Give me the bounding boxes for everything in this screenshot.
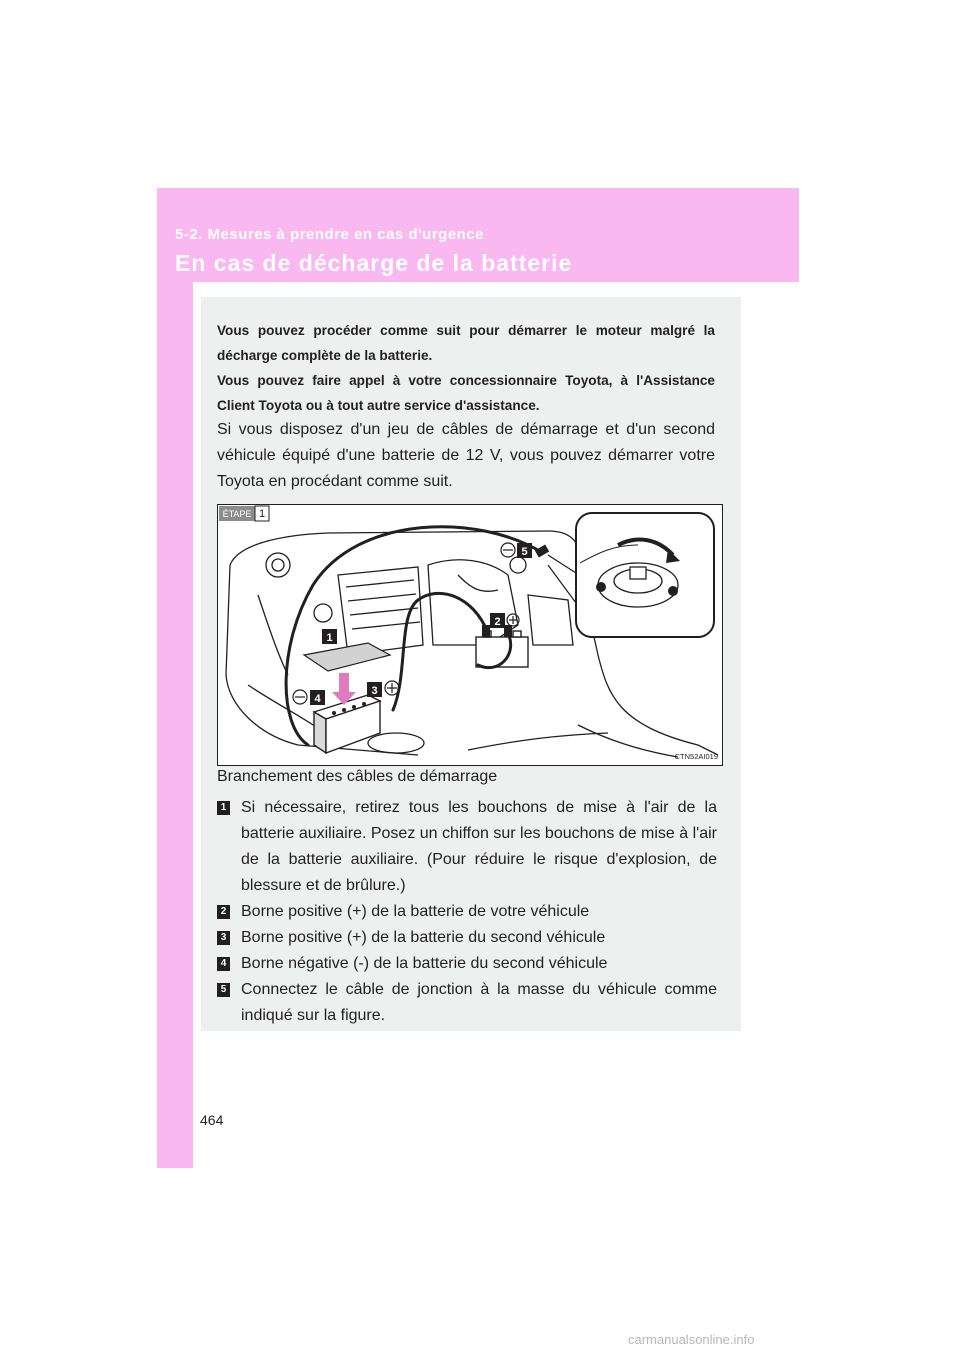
step-tag-number: 1 [258, 508, 266, 520]
list-item [217, 899, 717, 925]
intro-bold-paragraph: Vous pouvez faire appel à votre concessionnaire Toyota, à l'Assistance Client Toyota ou à tout autre service d'assistance. [217, 373, 715, 413]
callout-5: 5 [521, 546, 528, 558]
step-number-badge: 1 [217, 801, 230, 815]
cloth [304, 643, 390, 671]
step-text: Borne positive (+) de la batterie du second véhicule [241, 929, 606, 946]
callout-3: 3 [371, 685, 378, 697]
intro-text: Si vous disposez d'un jeu de câbles de démarrage et d'un second véhicule équipé d'une batterie de 12 V, vous pouvez démarrer votre Toyota en procédant comme suit. [217, 421, 715, 490]
watermark-link[interactable]: carmanualsonline.info [628, 1332, 755, 1347]
list-item [217, 925, 717, 951]
page-number: 464 [200, 1112, 224, 1128]
step-text: Si nécessaire, retirez tous les bouchons de mise à l'air de la batterie auxiliaire. Posez un chiffon sur les bouchons de mise à l'air de la batterie auxiliaire. (Pour réduire le risque d'explosion, de blessure et de brûlure.) [241, 799, 717, 894]
callout-2: 2 [494, 616, 501, 628]
step-number-badge: 3 [217, 931, 230, 945]
ground-point-inset [548, 513, 714, 637]
jump-start-illustration [218, 505, 722, 765]
section-label: 5-2. Mesures à prendre en cas d'urgence [175, 226, 485, 243]
step-text: Borne négative (-) de la batterie du second véhicule [241, 955, 608, 972]
intro-bold-paragraph: Vous pouvez procéder comme suit pour démarrer le moteur malgré la décharge complète de la batterie. [217, 323, 715, 363]
callout-1: 1 [326, 632, 333, 644]
intro-bold [217, 318, 715, 418]
figure-caption: Branchement des câbles de démarrage [217, 768, 498, 785]
step-number-badge: 5 [217, 983, 230, 997]
list-item [217, 977, 717, 1029]
step-tag-label: ÉTAPE [222, 509, 252, 519]
image-code: CTN52AI019 [674, 752, 718, 761]
list-item [217, 951, 717, 977]
callout-4: 4 [314, 693, 321, 705]
steps-list [217, 795, 717, 1029]
step-text: Connectez le câble de jonction à la masse du véhicule comme indiqué sur la figure. [241, 981, 717, 1024]
page-title: En cas de décharge de la batterie [175, 250, 573, 276]
list-item [217, 795, 717, 899]
step-number-badge: 2 [217, 905, 230, 919]
step-number-badge: 4 [217, 957, 230, 971]
step-text: Borne positive (+) de la batterie de votre véhicule [241, 903, 590, 920]
engine-figure [217, 504, 723, 766]
side-strip [157, 188, 193, 1168]
step-tag [219, 506, 269, 521]
